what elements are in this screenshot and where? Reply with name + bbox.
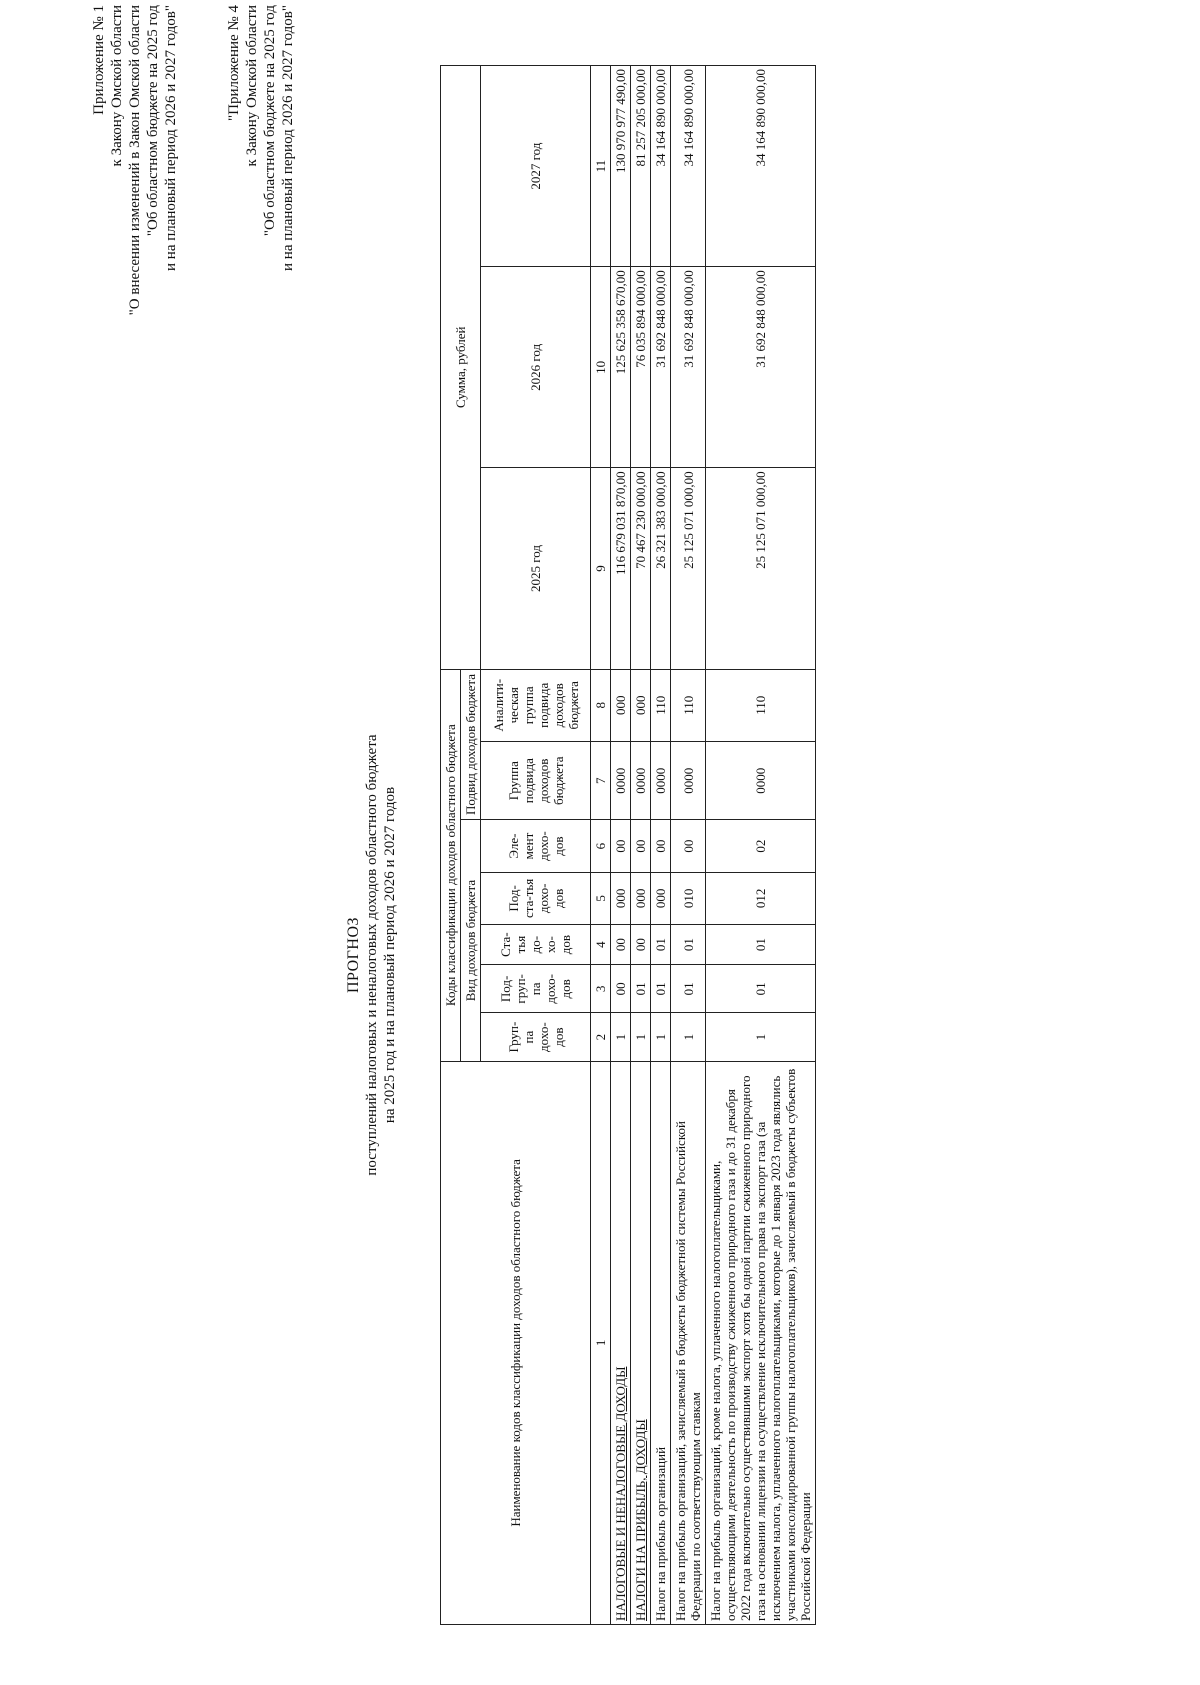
column-number: 6: [591, 820, 611, 872]
row-name: НАЛОГИ НА ПРИБЫЛЬ, ДОХОДЫ: [631, 1061, 651, 1624]
code-group: 1: [706, 1013, 816, 1061]
column-number: 7: [591, 741, 611, 819]
forecast-table: [440, 65, 816, 1625]
header-subkind-group: Группа подвида доходов бюджета: [481, 741, 591, 819]
appendix-4-header: [225, 5, 297, 525]
code-subkind-group: 0000: [651, 741, 671, 819]
amount-2025: 25 125 071 000,00: [706, 468, 816, 669]
amount-2027: 34 164 890 000,00: [671, 66, 706, 267]
amount-2026: 125 625 358 670,00: [611, 267, 631, 468]
amount-2026: 76 035 894 000,00: [631, 267, 651, 468]
appendix-1-line: к Закону Омской области: [109, 5, 125, 167]
code-subgroup: 00: [611, 965, 631, 1013]
header-2027: 2027 год: [481, 66, 591, 267]
table-row: [706, 66, 816, 1625]
code-subgroup: 01: [706, 965, 816, 1013]
appendix-1-line: Приложение № 1: [91, 5, 107, 115]
row-name: Налог на прибыль организаций, кроме налога, уплаченного налогоплательщиками, осуществляющими деятельность по производству сжиженного природного газа и до 31 декабря 2022 года включительно осуществившими экспорт хотя бы одной партии сжиженного природного газа на основании лицензии на осуществление исключительного права на экспорт газа (за исключением налога, уплаченного налогоплательщиками, которые до 1 января 2023 года являлись участниками консолидированной группы налогоплательщиков), зачисляемый в бюджеты субъектов Российской Федерации: [706, 1061, 816, 1624]
amount-2027: 130 970 977 490,00: [611, 66, 631, 267]
document-title: [345, 555, 399, 1355]
code-analytic-group: 000: [631, 669, 651, 741]
code-article: 01: [671, 925, 706, 965]
header-kind: Вид доходов бюджета: [461, 820, 481, 1061]
appendix-4-line: "Приложение № 4: [226, 5, 242, 121]
header-subarticle: Под-ста-тья дохо-дов: [481, 872, 591, 924]
code-analytic-group: 110: [706, 669, 816, 741]
column-number: 4: [591, 925, 611, 965]
header-sum: Сумма, рублей: [441, 66, 481, 670]
amount-2027: 34 164 890 000,00: [706, 66, 816, 267]
code-subkind-group: 0000: [671, 741, 706, 819]
column-number-row: [591, 66, 611, 1625]
appendix-1-line: и на плановый период 2026 и 2027 годов": [163, 5, 179, 271]
code-analytic-group: 110: [651, 669, 671, 741]
appendix-1-line: "О внесении изменений в Закон Омской области: [127, 5, 143, 316]
column-number: 2: [591, 1013, 611, 1061]
code-subgroup: 01: [631, 965, 651, 1013]
table-row: [611, 66, 631, 1625]
amount-2025: 116 679 031 870,00: [611, 468, 631, 669]
code-subarticle: 000: [611, 872, 631, 924]
header-name: Наименование кодов классификации доходов областного бюджета: [441, 1061, 591, 1624]
code-subarticle: 012: [706, 872, 816, 924]
code-element: 00: [611, 820, 631, 872]
row-name: Налог на прибыль организаций: [651, 1061, 671, 1624]
column-number: 5: [591, 872, 611, 924]
code-element: 00: [651, 820, 671, 872]
amount-2026: 31 692 848 000,00: [651, 267, 671, 468]
header-subgroup: Под-груп-па дохо-дов: [481, 965, 591, 1013]
code-subkind-group: 0000: [631, 741, 651, 819]
title-line: ПРОГНОЗ: [345, 916, 362, 994]
code-group: 1: [631, 1013, 651, 1061]
code-subgroup: 01: [671, 965, 706, 1013]
amount-2025: 25 125 071 000,00: [671, 468, 706, 669]
code-analytic-group: 000: [611, 669, 631, 741]
code-subarticle: 010: [671, 872, 706, 924]
header-group: Груп-па дохо-дов: [481, 1013, 591, 1061]
column-number: 9: [591, 468, 611, 669]
row-name: НАЛОГОВЫЕ И НЕНАЛОГОВЫЕ ДОХОДЫ: [611, 1061, 631, 1624]
row-name: Налог на прибыль организаций, зачисляемый в бюджеты бюджетной системы Российской Федерации по соответствующим ставкам: [671, 1061, 706, 1624]
header-element: Эле-мент дохо-дов: [481, 820, 591, 872]
header-codes: Коды классификации доходов областного бюджета: [441, 669, 461, 1061]
table-row: [651, 66, 671, 1625]
header-2026: 2026 год: [481, 267, 591, 468]
column-number: 1: [591, 1061, 611, 1624]
appendix-1-header: [90, 5, 180, 525]
code-article: 01: [706, 925, 816, 965]
code-article: 00: [611, 925, 631, 965]
code-element: 02: [706, 820, 816, 872]
header-article: Ста-тья до-хо-дов: [481, 925, 591, 965]
code-article: 01: [651, 925, 671, 965]
header-2025: 2025 год: [481, 468, 591, 669]
code-subarticle: 000: [651, 872, 671, 924]
title-line: на 2025 год и на плановый период 2026 и 2027 годов: [382, 786, 398, 1124]
amount-2025: 70 467 230 000,00: [631, 468, 651, 669]
column-number: 10: [591, 267, 611, 468]
code-group: 1: [651, 1013, 671, 1061]
amount-2026: 31 692 848 000,00: [671, 267, 706, 468]
appendix-4-line: к Закону Омской области: [244, 5, 260, 167]
code-group: 1: [671, 1013, 706, 1061]
code-analytic-group: 110: [671, 669, 706, 741]
amount-2027: 81 257 205 000,00: [631, 66, 651, 267]
table-row: [671, 66, 706, 1625]
code-element: 00: [671, 820, 706, 872]
column-number: 8: [591, 669, 611, 741]
appendix-4-line: "Об областном бюджете на 2025 год: [262, 5, 278, 237]
appendix-4-line: и на плановый период 2026 и 2027 годов": [280, 5, 296, 271]
amount-2025: 26 321 383 000,00: [651, 468, 671, 669]
amount-2027: 34 164 890 000,00: [651, 66, 671, 267]
code-subarticle: 000: [631, 872, 651, 924]
code-group: 1: [611, 1013, 631, 1061]
table-row: [631, 66, 651, 1625]
code-element: 00: [631, 820, 651, 872]
column-number: 3: [591, 965, 611, 1013]
appendix-1-line: "Об областном бюджете на 2025 год: [145, 5, 161, 237]
code-article: 00: [631, 925, 651, 965]
code-subkind-group: 0000: [611, 741, 631, 819]
header-subkind: Подвид доходов бюджета: [461, 669, 481, 820]
title-line: поступлений налоговых и неналоговых доходов областного бюджета: [364, 734, 380, 1176]
column-number: 11: [591, 66, 611, 267]
header-analytic-group: Аналити-ческая группа подвида доходов бюджета: [481, 669, 591, 741]
code-subkind-group: 0000: [706, 741, 816, 819]
amount-2026: 31 692 848 000,00: [706, 267, 816, 468]
code-subgroup: 01: [651, 965, 671, 1013]
